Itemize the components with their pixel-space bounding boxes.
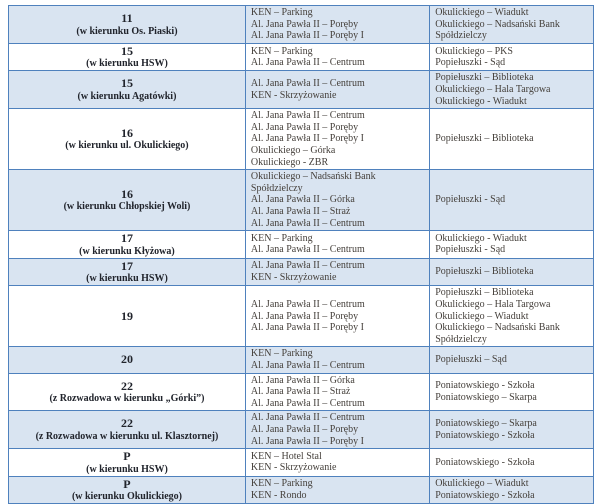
route-direction: (w kierunku Agatówki) xyxy=(77,90,177,102)
route-cell xyxy=(9,43,246,71)
route-cell xyxy=(9,170,246,231)
stops-secondary-cell xyxy=(430,43,594,71)
stop-name: Al. Jana Pawła II – Centrum xyxy=(250,359,365,371)
stops-secondary-cell xyxy=(430,71,594,109)
route-row xyxy=(9,170,594,231)
stop-name: Al. Jana Pawła II – Straż xyxy=(250,205,351,217)
route-direction: (w kierunku HSW) xyxy=(86,58,168,70)
route-cell xyxy=(9,71,246,109)
route-number: 19 xyxy=(120,308,133,323)
route-direction: (w kierunku HSW) xyxy=(86,273,168,285)
route-number: 17 xyxy=(120,231,133,246)
stop-name: KEN - Skrzyżowanie xyxy=(250,272,337,284)
stop-name: Al. Jana Pawła II – Poręby xyxy=(250,121,359,133)
stops-primary-cell xyxy=(245,109,429,170)
route-number: 15 xyxy=(120,76,133,91)
route-direction: (w kierunku ul. Okulickiego) xyxy=(65,140,189,152)
stop-name: Poniatowskiego – Skarpa xyxy=(435,418,537,430)
stop-name: Popiełuszki - Sąd xyxy=(435,57,506,69)
stop-name: Al. Jana Pawła II – Górka xyxy=(250,194,355,206)
route-row xyxy=(9,6,594,44)
stop-name: Popiełuszki – Biblioteka xyxy=(435,266,534,278)
route-direction: (z Rozwadowa w kierunku „Górki”) xyxy=(49,393,205,405)
stop-name: Okulickiego – Górka xyxy=(250,144,336,156)
stop-name: Al. Jana Pawła II – Centrum xyxy=(250,244,365,256)
route-row xyxy=(9,258,594,286)
stop-name: Al. Jana Pawła II – Centrum xyxy=(250,397,365,409)
stop-name: Okulickiego – Hala Targowa xyxy=(435,84,551,95)
stops-primary-cell xyxy=(245,231,429,259)
stop-name: Al. Jana Pawła II – Centrum xyxy=(250,57,365,69)
route-direction: (w kierunku Chłopskiej Woli) xyxy=(63,201,191,213)
stops-primary-cell xyxy=(245,347,429,373)
stop-name: Al. Jana Pawła II – Poręby xyxy=(250,18,359,30)
stop-name: KEN - Rondo xyxy=(250,490,307,502)
route-cell xyxy=(9,6,246,44)
stop-name: KEN – Parking xyxy=(250,7,313,18)
stop-name: Okulickiego - ZBR xyxy=(250,156,329,168)
routes-table xyxy=(8,5,594,504)
stop-name: Okulickiego – Hala Targowa xyxy=(435,298,551,310)
stop-name: KEN – Parking xyxy=(250,232,313,244)
route-number: 20 xyxy=(120,352,133,367)
route-cell xyxy=(9,286,246,347)
stop-name: Okulickiego – Wiadukt xyxy=(435,478,529,490)
stops-primary-cell xyxy=(245,373,429,411)
stops-primary-cell xyxy=(245,411,429,449)
stop-name: Popiełuszki - Sąd xyxy=(435,244,506,256)
stop-name: Popiełuszki – Biblioteka xyxy=(435,72,534,84)
route-row xyxy=(9,476,594,504)
stops-secondary-cell xyxy=(430,231,594,259)
stop-name: Popiełuszki – Biblioteka xyxy=(435,133,534,145)
stops-primary-cell xyxy=(245,6,429,44)
route-cell xyxy=(9,373,246,411)
stops-secondary-cell xyxy=(430,411,594,449)
stops-secondary-cell xyxy=(430,373,594,411)
stop-name: Al. Jana Pawła II – Straż xyxy=(250,386,351,398)
stop-name: Okulickiego – Wiadukt xyxy=(435,7,529,18)
stops-primary-cell xyxy=(245,449,429,477)
stop-name: KEN - Skrzyżowanie xyxy=(250,462,337,474)
route-row xyxy=(9,347,594,373)
route-cell xyxy=(9,231,246,259)
stops-primary-cell xyxy=(245,71,429,109)
stop-name: Al. Jana Pawła II – Centrum xyxy=(250,110,365,122)
stop-name: Poniatowskiego - Szkoła xyxy=(435,490,535,502)
stop-name: Poniatowskiego - Szkoła xyxy=(435,429,535,441)
route-cell xyxy=(9,109,246,170)
route-row xyxy=(9,411,594,449)
stops-primary-cell xyxy=(245,170,429,231)
route-number: 22 xyxy=(120,416,133,431)
route-direction: (w kierunku Okulickiego) xyxy=(71,491,182,503)
stops-primary-cell xyxy=(245,43,429,71)
route-cell xyxy=(9,347,246,373)
route-number: 16 xyxy=(120,186,133,201)
stop-name: Popiełuszki – Biblioteka xyxy=(435,287,534,299)
route-cell xyxy=(9,411,246,449)
stop-name: Poniatowskiego – Skarpa xyxy=(435,391,537,403)
route-number: P xyxy=(123,476,131,491)
stop-name: Okulickiego – Wiadukt xyxy=(435,310,529,322)
route-cell xyxy=(9,258,246,286)
stop-name: Al. Jana Pawła II – Poręby I xyxy=(250,322,364,334)
route-row xyxy=(9,373,594,411)
route-cell xyxy=(9,449,246,477)
route-direction: (w kierunku Kłyżowa) xyxy=(79,245,175,257)
stops-primary-cell xyxy=(245,286,429,347)
route-number: 17 xyxy=(120,258,133,273)
stop-name: KEN – Parking xyxy=(250,348,313,360)
stop-name: KEN - Skrzyżowanie xyxy=(250,89,337,101)
routes-table-body xyxy=(9,6,594,504)
stop-name: Al. Jana Pawła II – Poręby I xyxy=(250,30,364,42)
route-row xyxy=(9,286,594,347)
stops-primary-cell xyxy=(245,476,429,504)
route-direction: (w kierunku HSW) xyxy=(86,463,168,475)
route-row xyxy=(9,231,594,259)
stops-primary-cell xyxy=(245,258,429,286)
route-direction: (w kierunku Os. Piaski) xyxy=(76,25,178,37)
stops-secondary-cell xyxy=(430,170,594,231)
stops-secondary-cell xyxy=(430,286,594,347)
stop-name: Al. Jana Pawła II – Poręby xyxy=(250,423,359,435)
stop-name: Okulickiego – Nadsański Bank Spółdzielczy xyxy=(435,18,560,42)
stop-name: Okulickiego – PKS xyxy=(435,45,513,57)
route-row xyxy=(9,109,594,170)
route-cell xyxy=(9,476,246,504)
stop-name: Okulickiego - Wiadukt xyxy=(435,95,527,107)
stop-name: KEN – Parking xyxy=(250,45,313,57)
route-direction: (z Rozwadowa w kierunku ul. Klasztornej) xyxy=(35,430,219,442)
stops-secondary-cell xyxy=(430,258,594,286)
stop-name: Poniatowskiego - Szkoła xyxy=(435,456,535,468)
stop-name: KEN – Hotel Stal xyxy=(250,450,322,462)
stop-name: KEN – Parking xyxy=(250,478,313,490)
stop-name: Al. Jana Pawła II – Centrum xyxy=(250,412,365,424)
stop-name: Al. Jana Pawła II – Poręby xyxy=(250,310,359,322)
stop-name: Okulickiego – Nadsański Bank Spółdzielczy xyxy=(435,322,560,345)
stop-name: Al. Jana Pawła II – Poręby I xyxy=(250,133,364,145)
stop-name: Popiełuszki – Sąd xyxy=(435,354,507,366)
route-number: 22 xyxy=(120,378,133,393)
stop-name: Popiełuszki - Sąd xyxy=(435,194,506,206)
route-number: 15 xyxy=(120,43,133,58)
stop-name: Al. Jana Pawła II – Górka xyxy=(250,374,355,386)
stop-name: Al. Jana Pawła II – Centrum xyxy=(250,217,365,229)
stops-secondary-cell xyxy=(430,476,594,504)
stop-name: Poniatowskiego - Szkoła xyxy=(435,380,535,392)
route-row xyxy=(9,43,594,71)
stop-name: Okulickiego – Nadsański Bank Spółdzielczy xyxy=(250,171,376,194)
stops-secondary-cell xyxy=(430,109,594,170)
route-number: P xyxy=(123,449,131,464)
stop-name: Al. Jana Pawła II – Centrum xyxy=(250,78,365,90)
stops-secondary-cell xyxy=(430,6,594,44)
stop-name: Okulickiego - Wiadukt xyxy=(435,232,527,244)
stop-name: Al. Jana Pawła II – Poręby I xyxy=(250,435,364,447)
stop-name: Al. Jana Pawła II – Centrum xyxy=(250,298,365,310)
route-row xyxy=(9,71,594,109)
route-number: 11 xyxy=(121,11,133,26)
route-row xyxy=(9,449,594,477)
stop-name: Al. Jana Pawła II – Centrum xyxy=(250,260,365,272)
stops-secondary-cell xyxy=(430,347,594,373)
route-number: 16 xyxy=(120,125,133,140)
stops-secondary-cell xyxy=(430,449,594,477)
